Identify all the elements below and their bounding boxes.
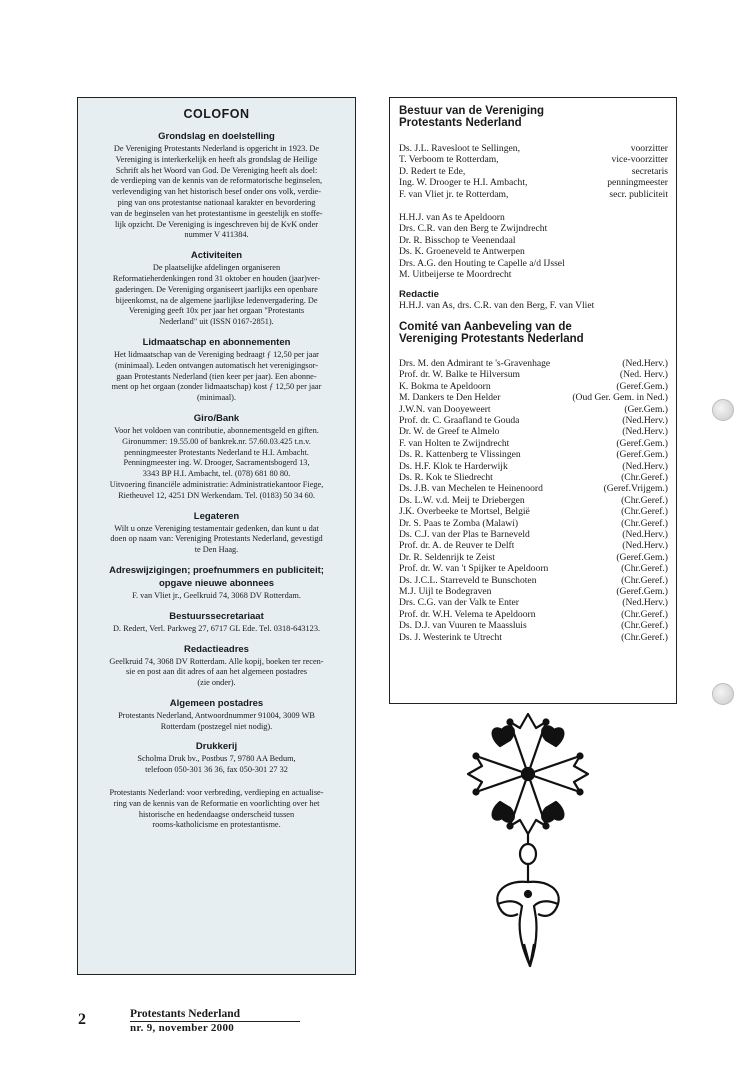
text-line: Nederland" uit (ISSN 0167-2851). <box>159 317 274 327</box>
text-line: bijeenkomst, na de algemene jaarlijkse ledenvergadering. De <box>115 295 318 305</box>
comite-church: (Oud Ger. Gem. in Ned.) <box>572 392 668 404</box>
comite-row <box>399 483 668 494</box>
section-text <box>86 624 347 635</box>
comite-church: (Geref.Gem.) <box>616 551 668 563</box>
text-line: telefoon 050-301 36 36, fax 050-301 27 32 <box>145 765 288 775</box>
comite-name: Ds. R. Kattenberg te Vlissingen <box>399 449 521 461</box>
comite-church: (Geref.Gem.) <box>616 586 668 597</box>
comite-name: Prof. dr. W.H. Velema te Apeldoorn <box>399 608 536 620</box>
officer-role: vice-voorzitter <box>611 154 668 166</box>
section-heading: Drukkerij <box>195 741 238 753</box>
text-line: Protestants Nederland: voor verbreding, verdieping en actualise- <box>109 788 324 798</box>
bestuur-title-2: Protestants Nederland <box>399 117 522 129</box>
comite-church: (Ned.Herv.) <box>622 426 668 438</box>
comite-church: (Chr.Geref.) <box>621 608 668 620</box>
redactie-heading: Redactie <box>399 289 439 301</box>
section-text <box>86 524 347 556</box>
section-text <box>86 263 347 328</box>
redactie-names: H.H.J. van As, drs. C.R. van den Berg, F. van Vliet <box>399 300 595 312</box>
section-bestuurssecretariaat <box>86 611 347 635</box>
officer-row <box>399 143 668 154</box>
officer-role: secretaris <box>631 165 668 177</box>
comite-church: (Geref.Gem.) <box>616 437 668 449</box>
text-line: Vereniging is interkerkelijk en heeft als grondslag de Heilige <box>115 154 318 164</box>
comite-church: (Ned.Herv.) <box>622 460 668 472</box>
text-line: te Den Haag. <box>194 545 239 555</box>
comite-row <box>399 529 668 540</box>
section-heading: Activiteiten <box>190 250 243 262</box>
comite-row <box>399 461 668 472</box>
section-legateren <box>86 511 347 556</box>
officer-row <box>399 166 668 177</box>
section-algemeen-postadres <box>86 698 347 733</box>
text-line: Uitvoering financiële administratie: Administratiekantoor Fiege, <box>109 479 324 489</box>
comite-row <box>399 472 668 483</box>
member-item: Drs. A.G. den Houting te Capelle a/d IJssel <box>399 257 565 269</box>
comite-church: (Ger.Gem.) <box>624 403 668 415</box>
text-line: de verdieping van de kennis van de reformatorische beginselen, <box>110 176 323 186</box>
member-item: M. Uitbeijerse te Moordrecht <box>399 269 512 281</box>
comite-row <box>399 426 668 437</box>
comite-name: M. Dankers te Den Helder <box>399 392 501 404</box>
member-item: Ds. K. Groeneveld te Antwerpen <box>399 246 525 258</box>
text-line: Scholma Druk bv., Postbus 7, 9780 AA Bedum, <box>137 754 296 764</box>
text-line: ment op het orgaan (zonder lidmaatschap) kost ƒ 12,50 per jaar <box>111 382 322 392</box>
text-line: van de beginselen van het protestantisme in geestelijk en stoffe- <box>110 208 323 218</box>
comite-name: Prof. dr. W. van 't Spijker te Apeldoorn <box>399 563 549 575</box>
text-line: historische en hedendaagse onderscheid tussen <box>138 809 295 819</box>
section-heading: Adreswijzigingen; proefnummers en publiciteit; <box>109 564 324 576</box>
text-line: ping van ons protestantse nationaal karakter en bevordering <box>117 197 316 207</box>
comite-name: Ds. J.C.L. Starreveld te Bunschoten <box>399 574 537 586</box>
officer-role: voorzitter <box>630 143 668 154</box>
comite-name: Dr. W. de Greef te Almelo <box>399 426 500 438</box>
section-text <box>86 711 347 733</box>
section-heading: Grondslag en doelstelling <box>158 131 275 142</box>
comite-name: Ds. R. Kok te Sliedrecht <box>399 471 493 483</box>
comite-row <box>399 575 668 586</box>
text-line: Rietheuvel 12, 4251 DN Werkendam. Tel. (0183) 50 34 60. <box>118 490 315 500</box>
comite-church: (Chr.Geref.) <box>621 620 668 632</box>
comite-name: M.J. Uijl te Bodegraven <box>399 586 492 597</box>
text-line: Het lidmaatschap van de Vereniging bedraagt ƒ 12,50 per jaar <box>114 349 319 359</box>
officer-name: F. van Vliet jr. te Rotterdam, <box>399 188 509 200</box>
comite-row <box>399 632 668 643</box>
members-list <box>399 212 668 280</box>
comite-name: Dr. R. Seldenrijk te Zeist <box>399 551 495 563</box>
section-redactieadres <box>86 644 347 689</box>
text-line: Wilt u onze Vereniging testamentair gedenken, dan kunt u dat <box>114 523 319 533</box>
comite-row <box>399 369 668 380</box>
section-lidmaatschap <box>86 337 347 404</box>
text-line: (minimaal). Leden ontvangen automatisch het verenigingsor- <box>114 360 319 370</box>
member-item: Dr. R. Bisschop te Veenendaal <box>399 234 516 246</box>
huguenot-cross-icon <box>458 704 598 974</box>
text-line: Voor het voldoen van contributie, abonnementsgeld en giften. <box>114 425 319 435</box>
section-heading: Lidmaatschap en abonnementen <box>142 336 291 348</box>
comite-title: Comité van Aanbeveling van de <box>399 320 572 333</box>
comite-name: Drs. M. den Admirant te 's-Gravenhage <box>399 357 551 369</box>
comite-church: (Chr.Geref.) <box>621 517 668 529</box>
comite-church: (Ned.Herv.) <box>622 528 668 540</box>
comite-name: Ds. J. Westerink te Utrecht <box>399 631 502 643</box>
officer-name: Ds. J.L. Ravesloot te Sellingen, <box>399 143 520 154</box>
comite-row <box>399 597 668 608</box>
text-line: Vereniging geeft 10x per jaar het orgaan "Protestants <box>128 306 305 316</box>
comite-name: Prof. dr. W. Balke te Hilversum <box>399 369 520 381</box>
comite-name: F. van Holten te Zwijndrecht <box>399 437 510 449</box>
text-line: penningmeester Protestants Nederland te H.I. Ambacht. <box>124 447 309 457</box>
text-line: De plaatselijke afdelingen organiseren <box>152 263 281 273</box>
comite-church: (Ned.Herv.) <box>622 597 668 609</box>
comite-church: (Chr.Geref.) <box>621 506 668 518</box>
comite-row <box>399 609 668 620</box>
text-line: ring van de kennis van de Reformatie en voorlichting over het <box>113 798 320 808</box>
section-text <box>86 657 347 689</box>
text-line: D. Redert, Verl. Parkweg 27, 6717 GL Ede. Tel. 0318-643123. <box>112 623 321 633</box>
text-line: (minimaal). <box>197 393 236 403</box>
text-line: doen op naam van: Vereniging Protestants Nederland, gevestigd <box>110 534 323 544</box>
text-line: 3343 BP H.I. Ambacht, tel. (078) 681 80 80. <box>142 469 291 479</box>
comite-row <box>399 415 668 426</box>
comite-row <box>399 495 668 506</box>
text-line: gaan Protestants Nederland (tien keer per jaar). Een abonne- <box>116 371 317 381</box>
issue-info: nr. 9, november 2000 <box>130 1021 235 1034</box>
comite-church: (Chr.Geref.) <box>621 471 668 483</box>
section-text <box>86 788 347 831</box>
comite-row <box>399 392 668 403</box>
comite-row <box>399 552 668 563</box>
comite-church: (Chr.Geref.) <box>621 631 668 643</box>
text-line: sie en post aan dit adres of aan het algemeen postadres <box>125 667 308 677</box>
comite-church: (Geref.Gem.) <box>616 449 668 461</box>
text-line: Reformatieherdenkingen rond 31 oktober en houden (jaar)ver- <box>112 273 321 283</box>
section-adreswijzigingen <box>86 565 347 602</box>
comite-name: J.W.N. van Dooyeweert <box>399 403 491 415</box>
comite-row <box>399 620 668 631</box>
section-giro-bank <box>86 413 347 502</box>
comite-row <box>399 563 668 574</box>
section-activiteiten <box>86 250 347 328</box>
text-line: Schrift als het Woord van God. De Vereniging heeft als doel: <box>115 165 318 175</box>
comite-church: (Chr.Geref.) <box>621 563 668 575</box>
officer-name: Ing. W. Drooger te H.I. Ambacht, <box>399 177 528 189</box>
section-text <box>86 144 347 241</box>
comite-name: K. Bokma te Apeldoorn <box>399 380 491 392</box>
text-line: Gironummer: 19.55.00 of bankrek.nr. 57.60.03.425 t.n.v. <box>122 436 311 446</box>
text-line: verlevendiging van het historisch besef onder ons volk, verdie- <box>112 187 321 197</box>
section-heading: Redactieadres <box>184 643 249 655</box>
comite-list <box>399 358 668 643</box>
bestuur-title: Bestuur van de Vereniging <box>399 105 545 117</box>
comite-title-2: Vereniging Protestants Nederland <box>399 332 584 345</box>
officer-name: D. Redert te Ede, <box>399 165 466 177</box>
comite-row <box>399 404 668 415</box>
comite-name: Ds. D.J. van Vuuren te Maassluis <box>399 620 527 632</box>
text-line: gaderingen. De Vereniging organiseert jaarlijks een openbare <box>115 284 318 294</box>
comite-row <box>399 449 668 460</box>
section-heading: Bestuurssecretariaat <box>169 610 264 622</box>
officer-row <box>399 177 668 188</box>
officer-row <box>399 154 668 165</box>
bestuur-box <box>389 97 677 704</box>
comite-name: Ds. J.B. van Mechelen te Heinenoord <box>399 483 543 495</box>
comite-row <box>399 358 668 369</box>
section-heading-2: opgave nieuwe abonnees <box>158 577 275 589</box>
text-line: lijk opzicht. De Vereniging is ingeschreven bij de KvK onder <box>114 219 319 229</box>
comite-row <box>399 540 668 551</box>
comite-name: Ds. L.W. v.d. Meij te Driebergen <box>399 494 525 506</box>
colofon-title: COLOFON <box>183 107 250 121</box>
punch-hole <box>712 683 734 705</box>
section-drukkerij <box>86 741 347 776</box>
colofon-box <box>77 97 356 975</box>
comite-row <box>399 586 668 597</box>
member-item: H.H.J. van As te Apeldoorn <box>399 212 505 224</box>
comite-row <box>399 506 668 517</box>
magazine-name: Protestants Nederland <box>130 1008 300 1022</box>
officer-role: penningmeester <box>607 177 668 189</box>
officers-list <box>399 143 668 200</box>
section-heading: Giro/Bank <box>193 412 240 424</box>
comite-church: (Ned. Herv.) <box>619 369 668 381</box>
section-text <box>86 350 347 404</box>
text-line: Protestants Nederland, Antwoordnummer 91004, 3009 WB <box>118 710 315 720</box>
text-line: Rotterdam (postzegel niet nodig). <box>160 721 273 731</box>
comite-name: Dr. S. Paas te Zomba (Malawi) <box>399 517 519 529</box>
comite-church: (Ned.Herv.) <box>622 540 668 552</box>
comite-church: (Geref.Vrijgem.) <box>603 483 668 495</box>
section-heading: Legateren <box>193 510 240 522</box>
officer-row <box>399 189 668 200</box>
comite-name: Drs. C.G. van der Valk te Enter <box>399 597 519 609</box>
comite-church: (Ned.Herv.) <box>622 357 668 369</box>
comite-name: Ds. H.F. Klok te Harderwijk <box>399 460 508 472</box>
member-item: Drs. C.R. van den Berg te Zwijndrecht <box>399 223 548 235</box>
text-line: F. van Vliet jr., Geelkruid 74, 3068 DV Rotterdam. <box>132 590 301 600</box>
text-line: Penningmeester ing. W. Drooger, Sacramentsbogerd 13, <box>123 458 310 468</box>
section-grondslag <box>86 131 347 241</box>
comite-church: (Chr.Geref.) <box>621 574 668 586</box>
text-line: nummer V 411384. <box>184 230 249 240</box>
magazine-footer <box>130 1008 300 1034</box>
section-text <box>86 591 347 602</box>
text-line: Geelkruid 74, 3068 DV Rotterdam. Alle kopij, boeken ter recen- <box>109 656 324 666</box>
comite-church: (Chr.Geref.) <box>621 494 668 506</box>
comite-row <box>399 381 668 392</box>
comite-church: (Geref.Gem.) <box>616 380 668 392</box>
comite-name: J.K. Overbeeke te Mortsel, België <box>399 506 530 518</box>
comite-row <box>399 438 668 449</box>
closing-statement <box>86 788 347 831</box>
page-number: 2 <box>78 1011 86 1028</box>
section-text <box>86 426 347 502</box>
text-line: (zie onder). <box>197 678 236 688</box>
text-line: De Vereniging Protestants Nederland is opgericht in 1923. De <box>113 144 320 153</box>
comite-name: Prof. dr. C. Graafland te Gouda <box>399 414 520 426</box>
comite-church: (Ned.Herv.) <box>622 414 668 426</box>
officer-role: secr. publiciteit <box>609 188 668 200</box>
comite-row <box>399 518 668 529</box>
officer-name: T. Verboom te Rotterdam, <box>399 154 499 166</box>
section-text <box>86 754 347 776</box>
text-line: rooms-katholicisme en protestantisme. <box>152 820 281 830</box>
section-heading: Algemeen postadres <box>169 697 264 709</box>
comite-name: Ds. C.J. van der Plas te Barneveld <box>399 528 530 540</box>
comite-name: Prof. dr. A. de Reuver te Delft <box>399 540 515 552</box>
punch-hole <box>712 399 734 421</box>
